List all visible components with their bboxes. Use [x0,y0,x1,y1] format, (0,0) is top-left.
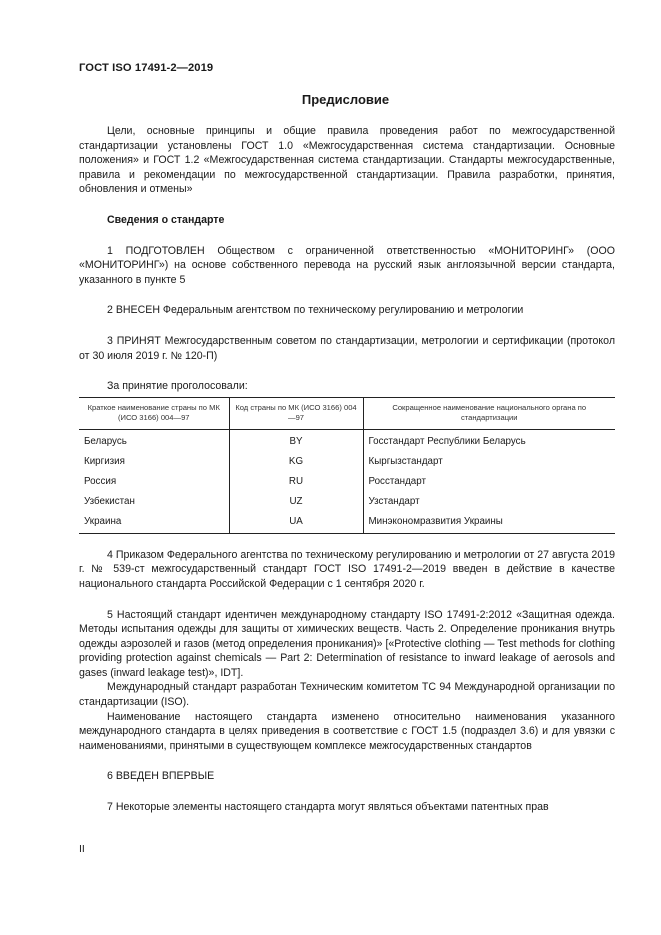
table-row [79,453,615,473]
item-6-paragraph: 6 ВВЕДЕН ВПЕРВЫЕ [107,770,215,783]
voting-table [79,397,615,534]
header-country: Краткое наименование страны по МК (ИСО 3166) 004—97 [79,397,229,429]
item-5-paragraph: 5 Настоящий стандарт идентичен международному стандарту ISO 17491-2:2012 «Защитная одежда. Методы испытания одежды для защиты от химических веществ. Часть 2. Определение проникания внутрь одежды аэрозолей и газов (метод определения проникания)» [«Protective clothing — Test methods for clothing providing protection against chemicals — Part 2: Determination of resistance to inward leakage of aerosols and gases (inward leakage test)», IDT]. [79,608,615,679]
cell-body: Минэкономразвития Украины [363,513,615,534]
cell-code: BY [229,429,363,453]
item-1-paragraph: 1 ПОДГОТОВЛЕН Обществом с ограниченной ответственностью «МОНИТОРИНГ» (ООО «МОНИТОРИНГ») на основе собственного перевода на русский язык англоязычной версии стандарта, указанного в пункте 5 [79,244,615,286]
cell-code: UA [229,513,363,534]
item-5-naming-paragraph: Наименование настоящего стандарта изменено относительно наименования указанного международного стандарта в целях приведения в соответствие с ГОСТ 1.5 (подраздел 3.6) и для увязки с наименованиями, принятыми в существующем комплексе межгосударственных стандартов [79,710,615,752]
cell-code: UZ [229,493,363,513]
item-5-committee-paragraph: Международный стандарт разработан Техническим комитетом ТС 94 Международной организации по стандартизации (ISO). [79,681,615,709]
table-row [79,513,615,534]
cell-code: RU [229,473,363,493]
document-body [79,124,615,815]
cell-country: Киргизия [84,456,125,468]
page-number: II [79,843,85,855]
header-body: Сокращенное наименование национального органа по стандартизации [363,397,615,429]
intro-paragraph: Цели, основные принципы и общие правила проведения работ по межгосударственной стандартизации установлены ГОСТ 1.0 «Межгосударственная система стандартизации. Основные положения» и ГОСТ 1.2 «Межгосударственная система стандартизации. Стандарты межгосударственные, правила и рекомендации по межгосударственной стандартизации. Правила разработки, принятия, обновления и отмены» [79,125,615,196]
cell-code: KG [229,453,363,473]
cell-body: Росстандарт [363,473,615,493]
table-row [79,429,615,453]
cell-country: Украина [79,513,229,534]
table-header-row [79,397,615,429]
document-header-id: ГОСТ ISO 17491-2—2019 [79,62,214,74]
item-7-paragraph: 7 Некоторые элементы настоящего стандарта могут являться объектами патентных прав [107,801,549,814]
header-code: Код страны по МК (ИСО 3166) 004—97 [229,397,363,429]
page-title: Предисловие [301,92,390,107]
info-heading: Сведения о стандарте [107,213,225,226]
cell-country: Беларусь [84,436,127,448]
cell-body: Госстандарт Республики Беларусь [363,429,615,453]
cell-country: Узбекистан [84,496,135,508]
cell-body: Кыргызстандарт [363,453,615,473]
item-3-paragraph: 3 ПРИНЯТ Межгосударственным советом по стандартизации, метрологии и сертификации (протокол от 30 июля 2019 г. № 120-П) [79,334,615,362]
table-row [79,473,615,493]
table-row [79,493,615,513]
item-4-paragraph: 4 Приказом Федерального агентства по техническому регулированию и метрологии от 27 августа 2019 г. № 539-ст межгосударственный стандарт ГОСТ ISO 17491-2—2019 введен в действие в качестве национального стандарта Российской Федерации с 1 сентября 2020 г. [79,548,615,590]
cell-body: Узстандарт [363,493,615,513]
item-2-paragraph: 2 ВНЕСЕН Федеральным агентством по техническому регулированию и метрологии [107,304,524,317]
cell-country: Россия [84,476,117,488]
vote-label: За принятие проголосовали: [107,380,248,393]
